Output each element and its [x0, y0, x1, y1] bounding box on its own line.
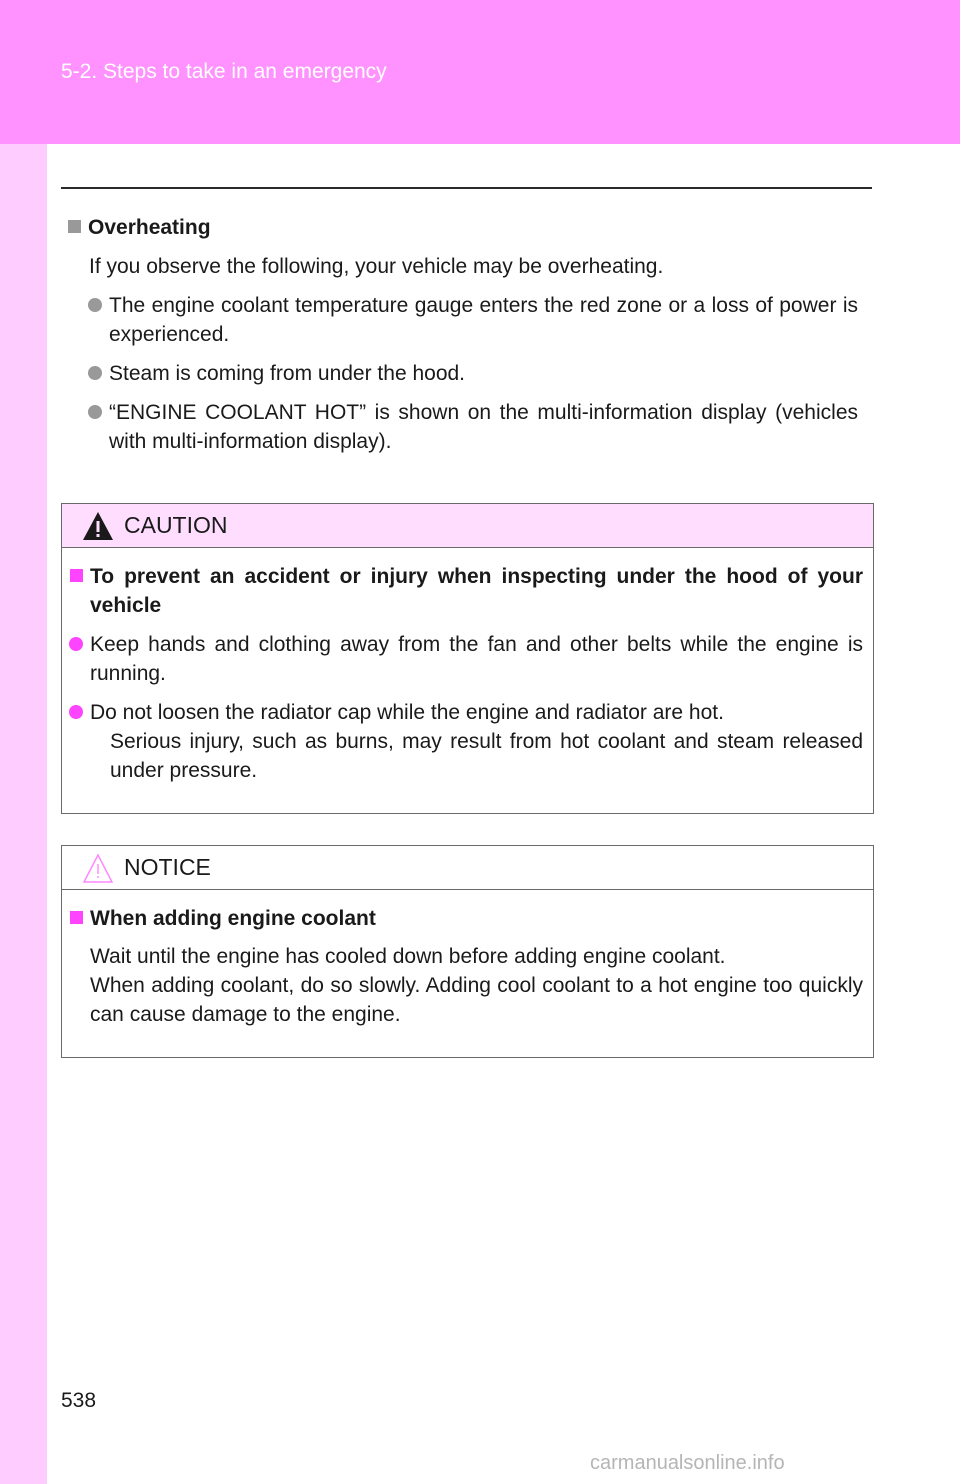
notice-triangle-icon [81, 852, 115, 884]
list-item [109, 398, 858, 456]
overheating-section [68, 213, 858, 456]
notice-label: NOTICE [124, 854, 211, 880]
overheating-title [68, 213, 858, 243]
square-bullet-icon [68, 220, 81, 233]
list-item-text: “ENGINE COOLANT HOT” is shown on the multi-information display (vehicles with multi-information display). [109, 401, 858, 453]
notice-title [70, 904, 863, 933]
notice-box [61, 845, 874, 1058]
square-bullet-icon [70, 569, 83, 582]
list-item-text: Steam is coming from under the hood. [109, 362, 466, 385]
overheating-intro: If you observe the following, your vehicle may be overheating. [89, 255, 664, 278]
notice-header [62, 846, 873, 890]
list-item [109, 291, 858, 349]
divider [61, 187, 872, 189]
round-bullet-icon [88, 298, 102, 312]
list-item [109, 359, 858, 388]
warning-triangle-icon [81, 510, 115, 542]
round-bullet-icon [88, 366, 102, 380]
caution-title [70, 562, 863, 620]
header-band [0, 0, 960, 144]
square-bullet-icon [70, 911, 83, 924]
caution-continuation: Serious injury, such as burns, may result from hot coolant and steam released under pressure. [110, 730, 863, 782]
page-number: 538 [61, 1389, 97, 1412]
caution-title-text: To prevent an accident or injury when inspecting under the hood of your vehicle [90, 565, 863, 617]
caution-label: CAUTION [124, 512, 228, 538]
list-item-text: Keep hands and clothing away from the fan and other belts while the engine is running. [90, 633, 863, 685]
side-strip [0, 144, 47, 1484]
list-item-text: Do not loosen the radiator cap while the engine and radiator are hot. [90, 701, 724, 724]
watermark: carmanualsonline.info [590, 1452, 785, 1474]
overheating-title-text: Overheating [88, 216, 211, 239]
round-bullet-icon [88, 405, 102, 419]
notice-title-text: When adding engine coolant [90, 907, 376, 930]
round-bullet-icon [69, 637, 83, 651]
caution-header [62, 504, 873, 548]
notice-line: When adding coolant, do so slowly. Adding cool coolant to a hot engine too quickly can cause damage to the engine. [90, 974, 863, 1026]
round-bullet-icon [69, 705, 83, 719]
caution-box [61, 503, 874, 814]
list-item [90, 698, 863, 727]
list-item [90, 630, 863, 688]
list-item-text: The engine coolant temperature gauge enters the red zone or a loss of power is experienced. [109, 294, 858, 346]
notice-line: Wait until the engine has cooled down before adding engine coolant. [90, 945, 726, 968]
section-heading: 5-2. Steps to take in an emergency [61, 60, 387, 83]
